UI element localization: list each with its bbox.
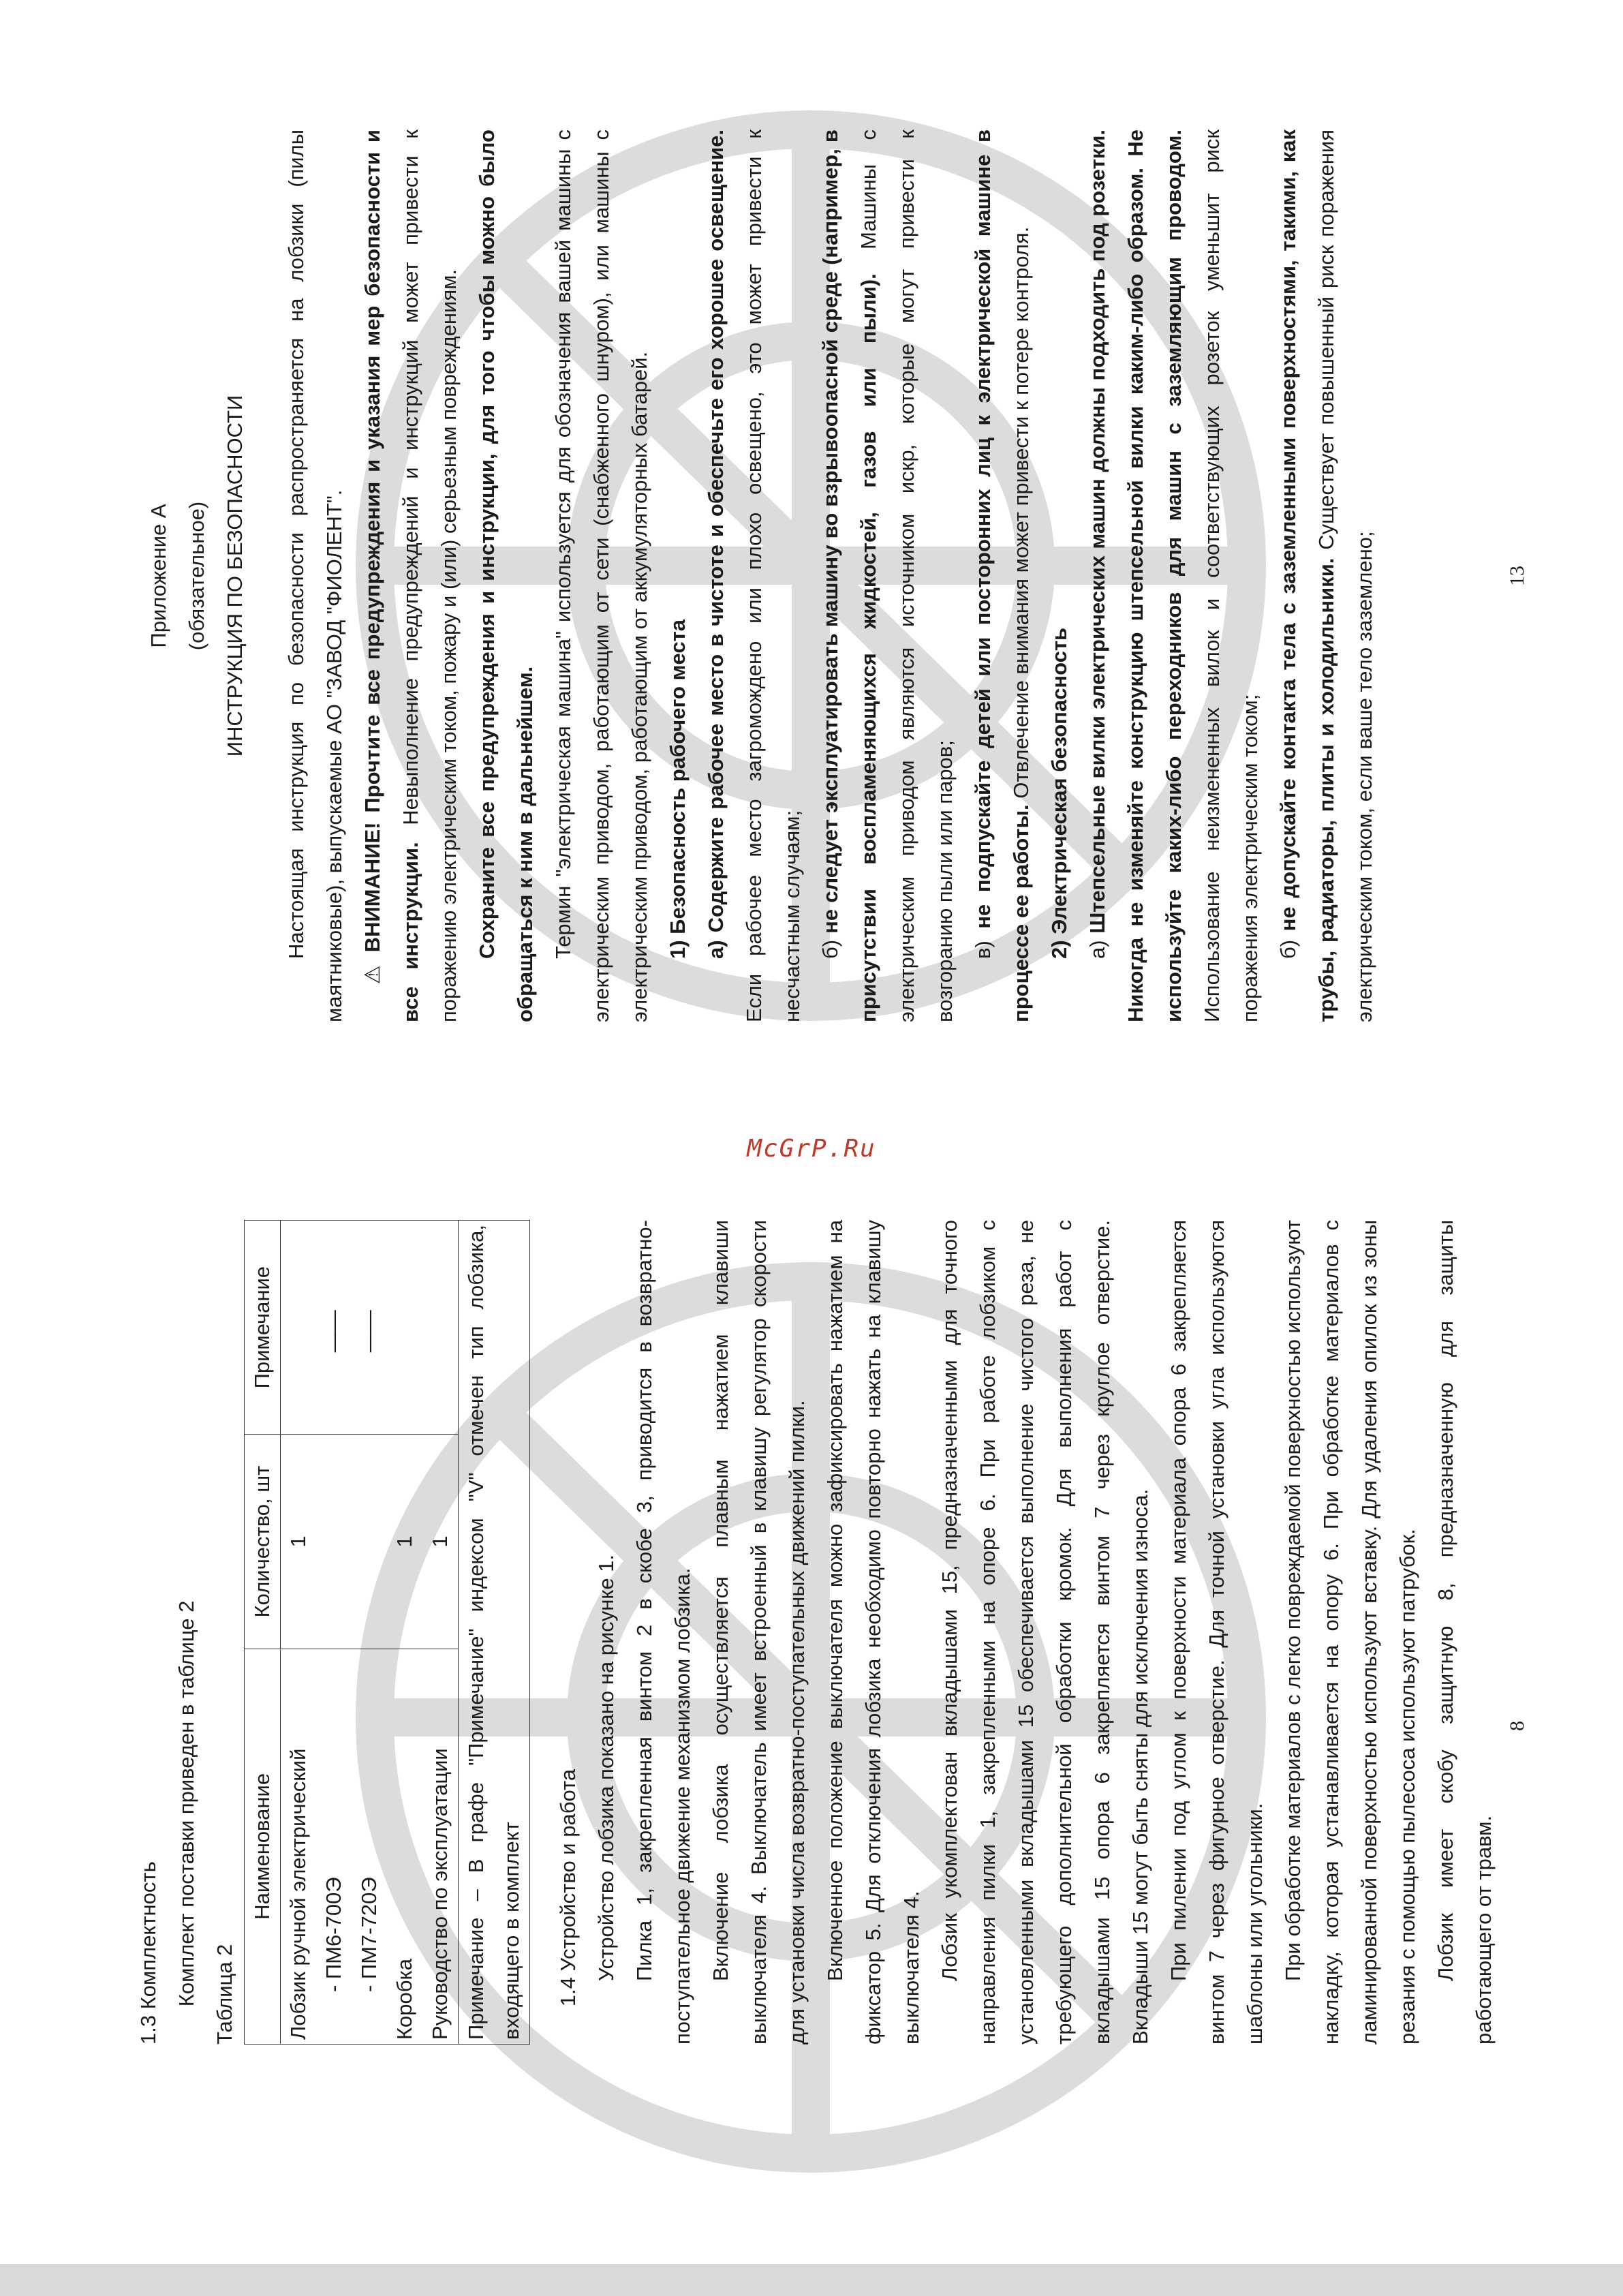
table-cell xyxy=(281,1649,388,2044)
table-header-row xyxy=(245,1221,281,2045)
right-page xyxy=(140,129,1489,1022)
table-cell xyxy=(387,1221,422,1435)
kit-table xyxy=(244,1220,530,2045)
table-cell xyxy=(281,1221,388,1435)
rule-bold: не подпускайте детей или посторонних лиц к электрической машине в процессе ее работы. xyxy=(971,129,1033,1022)
appendix-type: (обязательное) xyxy=(185,501,208,651)
paragraph: При пилении под углом к поверхности материала опора 6 закрепляется винтом 7 через фигурное отверстие. Для точной установки угла используются шаблоны или угольники. xyxy=(1166,1220,1267,2045)
paragraph: Включенное положение выключателя можно зафиксировать нажатием на фиксатор 5. Для отключения лобзика необходимо повторно нажать на клавишу выключателя 4. xyxy=(823,1220,923,2045)
table-row xyxy=(281,1221,388,2045)
rule-text: Отвлечение внимания может привести к потере контроля. xyxy=(1009,226,1033,805)
table-cell-text: —— xyxy=(357,1310,381,1353)
paragraph: Устройство лобзика показано на рисунке 1. xyxy=(594,1554,618,1981)
rule-prefix: в) xyxy=(971,928,995,959)
paragraph: При обработке материалов с легко повреждаемой поверхностью используют накладку, которая устанавливается на опору 6. При обработке материалов с ламинированной поверхностью используют вставку. Для удаления опилок из зоны резания с помощью пылесоса используют патрубок. xyxy=(1281,1220,1419,2045)
page-number: 8 xyxy=(1506,1721,1528,1731)
paragraph xyxy=(1269,129,1384,1022)
table-row xyxy=(387,1221,422,2045)
section-heading: 1.3 Комплектность xyxy=(136,1861,160,2045)
section-title: 2) Электрическая безопасность xyxy=(1047,627,1071,959)
appendix-label: Приложение А xyxy=(146,504,170,648)
table-cell: 1 xyxy=(387,1435,422,1649)
section-heading xyxy=(659,129,697,1022)
table-header-cell: Наименование xyxy=(245,1649,281,2044)
rule-bold: а) Содержите рабочее место в чистоте и обеспечьте его хорошее освещение. xyxy=(704,129,728,959)
rule-text: Существует повышенный риск поражения электрическим током, если ваше тело заземлено; xyxy=(1314,129,1376,1022)
paragraph xyxy=(964,129,1040,1022)
section-heading: 1.4 Устройство и работа xyxy=(556,1769,580,2007)
paragraph: Термин "электрическая машина" используется для обозначения вашей машины с электрическим приводом, работающим от сети (снабженного шнуром), или машины с электрическим приводом, работающим от аккумуляторных батарей. xyxy=(551,129,651,1022)
table-note-row xyxy=(459,1221,530,2045)
paragraph: Настоящая инструкция по безопасности распространяется на лобзики (пилы маятниковые), выпускаемые АО "ЗАВОД "ФИОЛЕНТ". xyxy=(284,129,346,1022)
table-cell-text: —— xyxy=(322,1310,345,1353)
rule-prefix: б) xyxy=(1276,931,1300,959)
table-cell-text: Лобзик ручной электрический xyxy=(286,1748,310,2040)
page-title: ИНСТРУКЦИЯ ПО БЕЗОПАСНОСТИ xyxy=(223,395,247,757)
watermark: McGrP.Ru xyxy=(747,1135,876,1163)
rule-text: Машины с электрическим приводом являются источником искр, которые могут привести к возгоранию пыли или паров; xyxy=(856,129,957,1022)
warning-icon: ⚠ xyxy=(360,962,384,985)
table-note: Примечание – В графе "Примечание" индексом "V" отмечен тип лобзика, входящего в комплект xyxy=(459,1221,530,2045)
page-number: 13 xyxy=(1506,566,1528,586)
paragraph: Лобзик имеет скобу защитную 8, предназначенную для защиты работающего от травм. xyxy=(1434,1220,1496,2045)
keep-bold: Сохраните все предупреждения и инструкции, для того чтобы можно было обращаться к ним в дальнейшем. xyxy=(475,129,537,1022)
paragraph xyxy=(1079,129,1269,1022)
table-cell-text: - ПМ6-700Э xyxy=(322,1877,345,1992)
left-page xyxy=(129,1220,1496,2045)
table-cell: 1 xyxy=(281,1435,388,1649)
paragraph xyxy=(812,129,964,1022)
table-cell: Руководство по эксплуатации xyxy=(422,1649,459,2044)
rule-text: Если рабочее место загромождено или плохо освещено, это может привести к несчастным случаям; xyxy=(742,129,804,1022)
table-cell xyxy=(422,1221,459,1435)
warning-paragraph xyxy=(354,129,468,1022)
section-title: 1) Безопасность рабочего места xyxy=(666,619,690,959)
warning-text: Невыполнение предупреждений и инструкций может привести к поражению электрическим током, пожару и (или) серьезным повреждениям. xyxy=(399,129,461,1022)
table-cell: 1 xyxy=(422,1435,459,1649)
paragraph xyxy=(697,129,812,1022)
rule-prefix: а) xyxy=(1085,933,1109,959)
paragraph: Лобзик укомплектован вкладышами 15, предназначенными для точного направления пилки 1, закрепленными на опоре 6. При работе лобзиком с установленными вкладышами 15 обеспечивается выполнение чистого реза, не требующего дополнительной обработки кромок. Для выполнения работ с вкладышами 15 опора 6 закрепляется винтом 7 через круглое отверстие. Вкладыши 15 могут быть сняты для исключения износа. xyxy=(938,1220,1152,2045)
table-caption: Таблица 2 xyxy=(213,1944,236,2045)
table-header-cell: Примечание xyxy=(245,1221,281,1435)
bottom-bar xyxy=(0,2264,1623,2296)
rule-bold: не следует эксплуатировать машину во взрывоопасной среде (например, в присутствии воспламеняющихся жидкостей, газов или пыли). xyxy=(818,129,880,1022)
rule-bold: Штепсельные вилки электрических машин должны подходить под розетки. Никогда не изменяйте конструкцию штепсельной вилки каким-либо образом. Не используйте каких-либо переходников для машин с заземляющим проводом. xyxy=(1085,129,1186,1022)
warning-bold: ВНИМАНИЕ! Прочтите все предупреждения и указания мер безопасности и все инструкции. xyxy=(360,129,422,1022)
paragraph: Включение лобзика осуществляется плавным нажатием клавиши выключателя 4. Выключатель имеет встроенный в клавишу регулятор скорости для установки числа возвратно-поступательных движений пилки. xyxy=(709,1220,809,2045)
table-cell-text: - ПМ7-720Э xyxy=(357,1877,381,1992)
section-heading xyxy=(1040,129,1079,1022)
rule-text: Использование неизмененных вилок и соответствующих розеток уменьшит риск поражения электрическим током; xyxy=(1200,129,1262,1022)
table-cell: Коробка xyxy=(387,1649,422,2044)
paragraph: Пилка 1, закрепленная винтом 2 в скобе 3, приводится в возвратно-поступательное движение механизмом лобзика. xyxy=(632,1220,694,2045)
table-header-cell: Количество, шт xyxy=(245,1435,281,1649)
table-row xyxy=(422,1221,459,2045)
paragraph xyxy=(468,129,544,1022)
rule-prefix: б) xyxy=(818,933,842,959)
kit-intro: Комплект поставки приведен в таблице 2 xyxy=(174,1600,198,2007)
rule-bold: не допускайте контакта тела с заземленными поверхностями, такими, как трубы, радиаторы, плиты и холодильники. xyxy=(1276,129,1338,1022)
